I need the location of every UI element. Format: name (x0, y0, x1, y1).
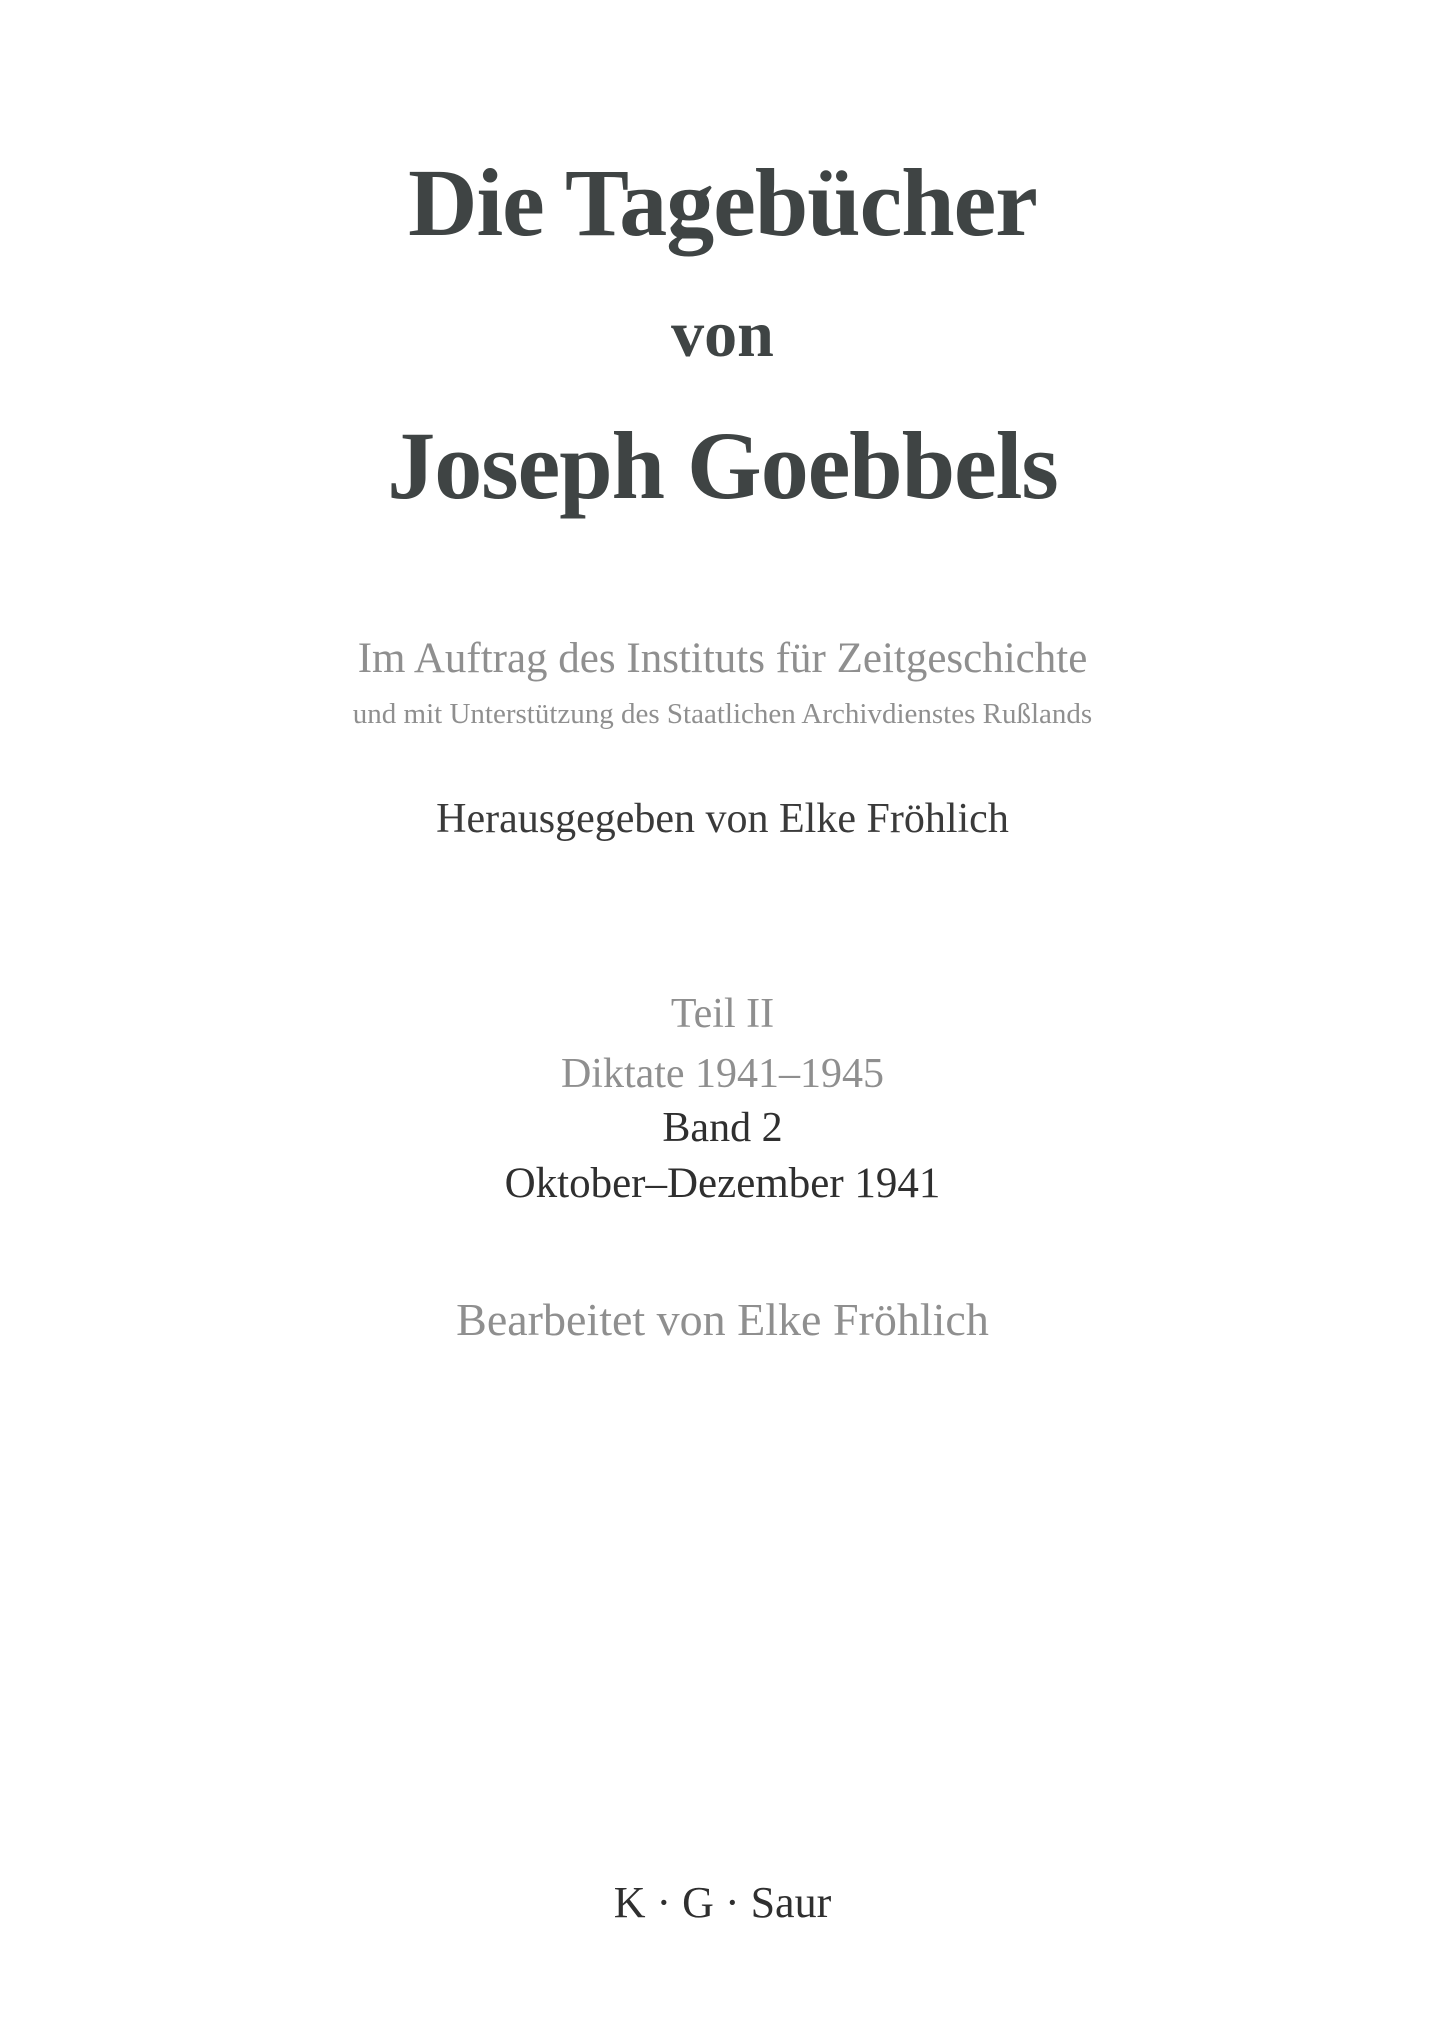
period-label: Oktober–Dezember 1941 (504, 1160, 941, 1207)
compiler-line: Bearbeitet von Elke Fröhlich (456, 1294, 989, 1345)
part-label: Teil II (670, 991, 775, 1037)
book-title-line-1: Die Tagebücher (408, 149, 1037, 256)
part-title: Diktate 1941–1945 (560, 1051, 885, 1097)
commission-line-1: Im Auftrag des Instituts für Zeitgeschichte (357, 635, 1088, 682)
band-label: Band 2 (662, 1105, 783, 1151)
editor-line: Herausgegeben von Elke Fröhlich (436, 796, 1009, 842)
book-title-line-3: Joseph Goebbels (387, 412, 1058, 519)
book-title-line-2: von (671, 298, 774, 371)
commission-line-2: und mit Unterstützung des Staatlichen Archivdienstes Rußlands (352, 698, 1093, 730)
publisher-imprint: K · G · Saur (613, 1878, 832, 1927)
